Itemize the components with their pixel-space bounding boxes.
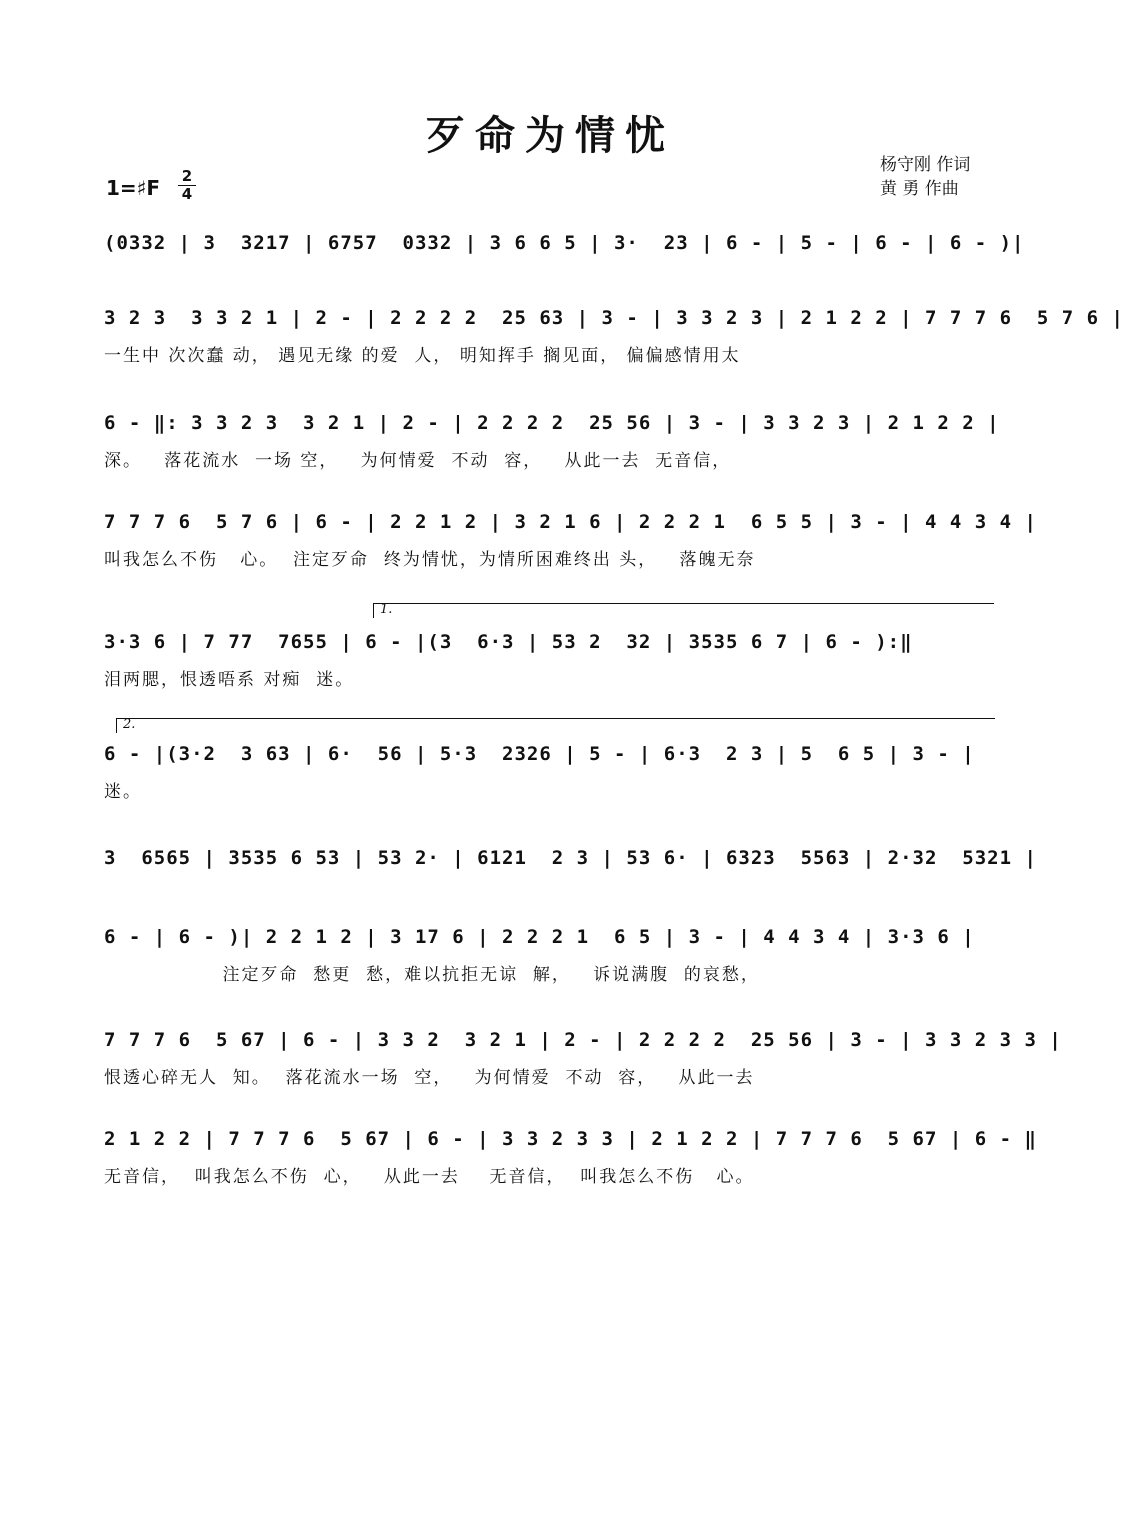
lyrics-line: 恨透心碎无人 知。 落花流水一场 空， 为何情爱 不动 容， 从此一去 (104, 1068, 755, 1088)
score-line-1 (104, 228, 1025, 294)
notation-line: 3 2 3 3 3 2 1 | 2 - | 2 2 2 2 25 63 | 3 - | 3 3 2 3 | 2 1 2 2 | 7 7 7 6 5 7 6 | (104, 307, 1124, 329)
notation-line: 6 - |(3·2 3 63 | 6· 56 | 5·3 2326 | 5 - | 6·3 2 3 | 5 6 5 | 3 - | (104, 743, 975, 765)
notation-line: (0332 | 3 3217 | 6757 0332 | 3 6 6 5 | 3· 23 | 6 - | 5 - | 6 - | 6 - )| (104, 232, 1025, 254)
lyricist-credit: 杨守刚 作词 (880, 155, 971, 175)
lyrics-line: 迷。 (104, 782, 142, 802)
notation-line: 7 7 7 6 5 67 | 6 - | 3 3 2 3 2 1 | 2 - | 2 2 2 2 25 56 | 3 - | 3 3 2 3 3 | (104, 1029, 1062, 1051)
score-line-5 (104, 627, 996, 693)
lyrics-line: 泪两腮，恨透唔系 对痴 迷。 (104, 670, 355, 690)
score-line-9 (104, 1025, 1062, 1091)
lyrics-line: 一生中 次次蠢 动， 遇见无缘 的爱 人， 明知挥手 搁见面， 偏偏感情用太 (104, 346, 741, 366)
lyrics-line: 叫我怎么不伤 心。 注定歹命 终为情忧，为情所困难终出 头， 落魄无奈 (104, 550, 756, 570)
song-title: 歹命为情忧 (425, 112, 675, 159)
meter-bottom: 4 (181, 185, 193, 203)
score-line-6 (104, 739, 996, 805)
notation-line: 3 6565 | 3535 6 53 | 53 2· | 6121 2 3 | 53 6· | 6323 5563 | 2·32 5321 | (104, 847, 1037, 869)
notation-line: 6 - ‖: 3 3 2 3 3 2 1 | 2 - | 2 2 2 2 25 56 | 3 - | 3 3 2 3 | 2 1 2 2 | (104, 412, 1000, 434)
first-ending-bracket (373, 603, 994, 618)
score-line-7 (104, 843, 1037, 909)
notation-line: 7 7 7 6 5 7 6 | 6 - | 2 2 1 2 | 3 2 1 6 | 2 2 2 1 6 5 5 | 3 - | 4 4 3 4 | (104, 511, 1037, 533)
score-line-10 (104, 1124, 1037, 1190)
score-line-3 (104, 408, 1000, 474)
lyrics-line: 无音信， 叫我怎么不伤 心， 从此一去 无音信， 叫我怎么不伤 心。 (104, 1167, 755, 1187)
notation-line: 3·3 6 | 7 77 7655 | 6 - |(3 6·3 | 53 2 32 | 3535 6 7 | 6 - ):‖ (104, 631, 913, 653)
lyrics-line (104, 268, 996, 294)
lyrics-line (104, 883, 996, 909)
score-line-8 (104, 922, 996, 988)
composer-credit: 黄 勇 作曲 (880, 179, 959, 199)
first-ending-label: 1. (380, 602, 393, 617)
lyrics-line: 注定歹命 愁更 愁，难以抗拒无谅 解， 诉说满腹 的哀愁， (104, 965, 760, 985)
second-ending-bracket (116, 718, 995, 733)
time-signature (178, 168, 196, 203)
key-signature: 1=♯F (106, 176, 161, 200)
score-line-4 (104, 507, 1037, 573)
second-ending-label: 2. (123, 717, 136, 732)
score-line-2 (104, 303, 1124, 369)
notation-line: 6 - | 6 - )| 2 2 1 2 | 3 17 6 | 2 2 2 1 6 5 | 3 - | 4 4 3 4 | 3·3 6 | (104, 926, 975, 948)
notation-line: 2 1 2 2 | 7 7 7 6 5 67 | 6 - | 3 3 2 3 3 | 2 1 2 2 | 7 7 7 6 5 67 | 6 - ‖ (104, 1128, 1037, 1150)
lyrics-line: 深。 落花流水 一场 空， 为何情爱 不动 容， 从此一去 无音信， (104, 451, 732, 471)
meter-top: 2 (178, 168, 196, 186)
